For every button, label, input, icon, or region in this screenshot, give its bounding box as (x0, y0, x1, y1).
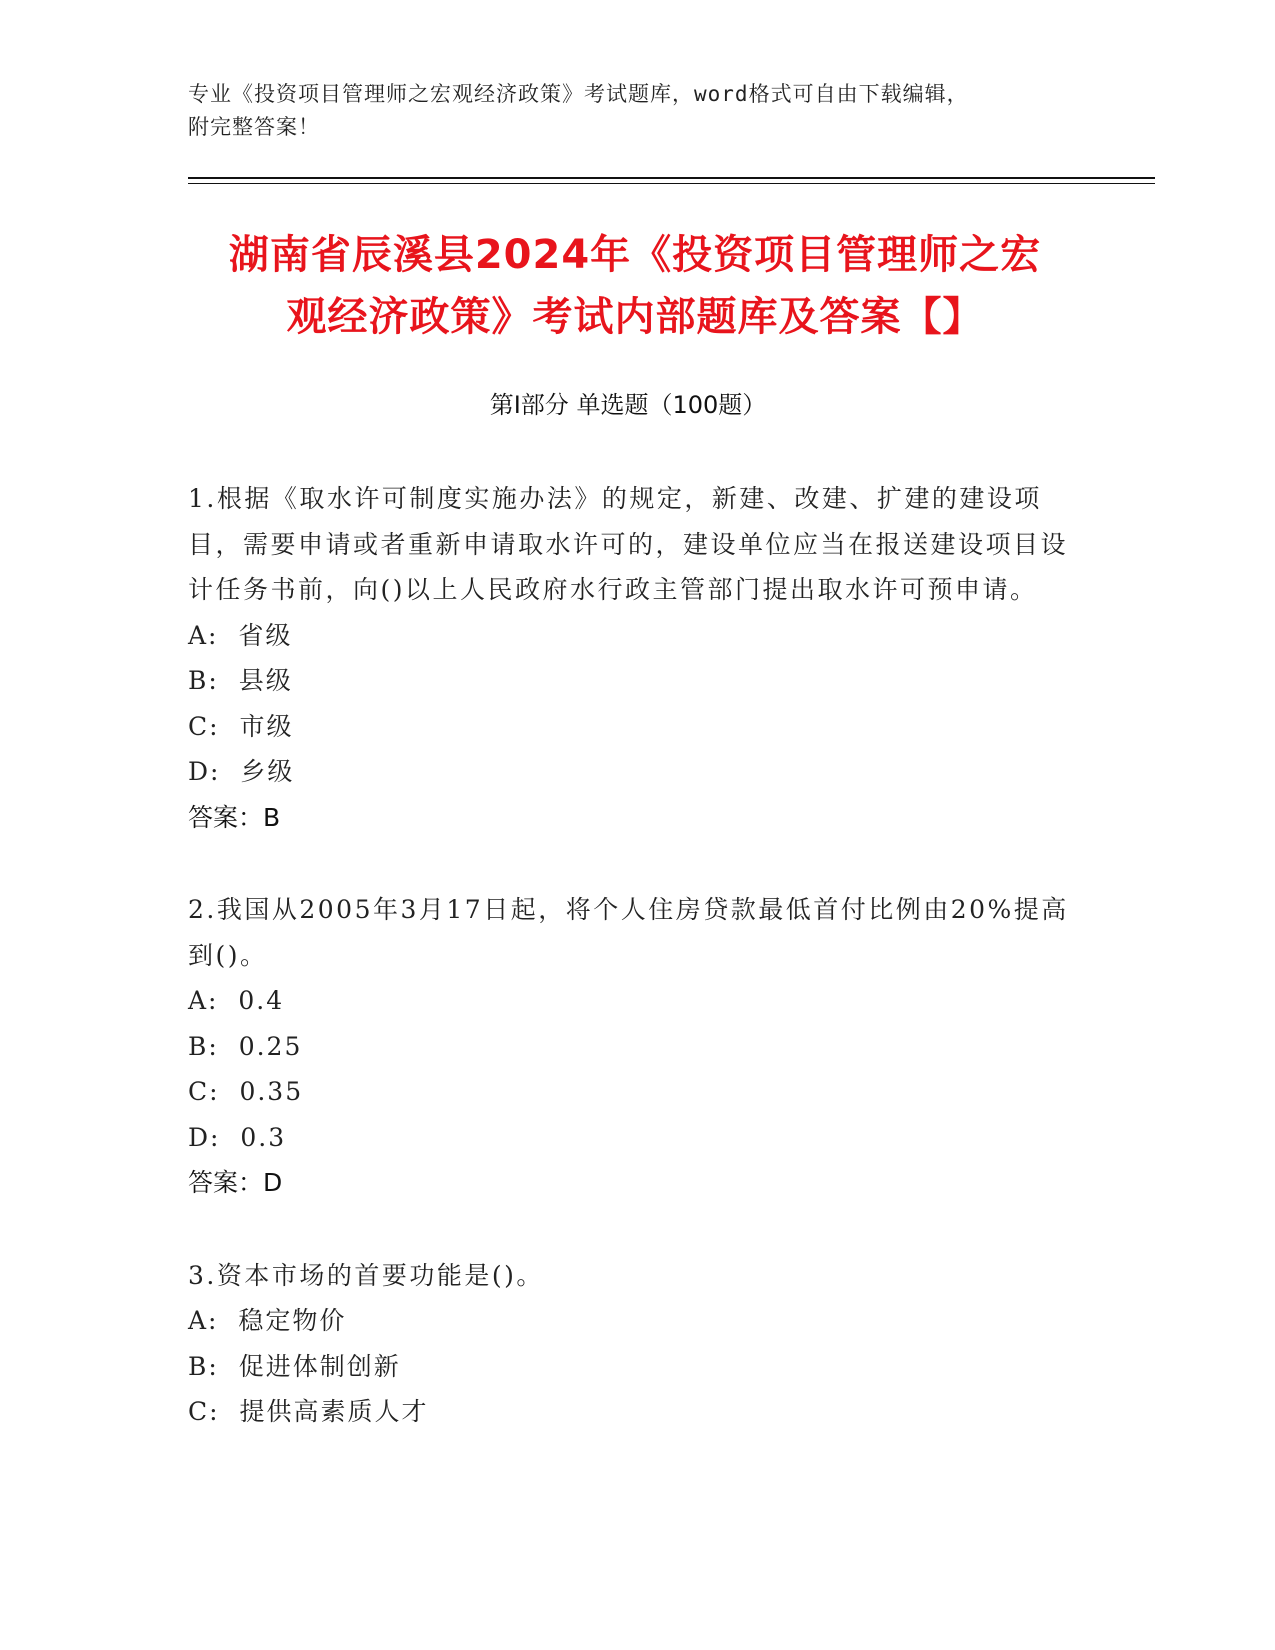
question-list (188, 476, 1088, 1482)
question-stem: 1.根据《取水许可制度实施办法》的规定，新建、改建、扩建的建设项目，需要申请或者重新申请取水许可的，建设单位应当在报送建设项目设计任务书前，向()以上人民政府水行政主管部门提出取水许可预申请。 (188, 484, 1069, 604)
header-divider-thin (188, 183, 1155, 184)
option-c: C: 提供高素质人才 (188, 1397, 429, 1426)
option-b: B: 0.25 (188, 1031, 303, 1061)
option-b: B: 县级 (188, 666, 293, 695)
document-title-line-2: 观经济政策》考试内部题库及答案【】 (286, 294, 984, 340)
option-d: D: 0.3 (188, 1122, 287, 1152)
option-d: D: 乡级 (188, 757, 295, 786)
document-title (160, 224, 1110, 348)
option-a: A: 省级 (188, 620, 293, 650)
header-divider-thick (188, 177, 1155, 179)
section-title: 第Ⅰ部分 单选题（100题） (489, 391, 767, 419)
question-3 (188, 1253, 1088, 1435)
header-note-line-2: 附完整答案！ (188, 115, 320, 139)
document-title-line-1: 湖南省辰溪县2024年《投资项目管理师之宏 (228, 232, 1042, 278)
question-stem: 3.资本市场的首要功能是()。 (188, 1260, 544, 1290)
question-stem: 2.我国从2005年3月17日起，将个人住房贷款最低首付比例由20%提高到()。 (188, 895, 1069, 970)
header-note-line-1: 专业《投资项目管理师之宏观经济政策》考试题库，word格式可自由下载编辑， (188, 82, 969, 106)
answer: 答案：B (188, 802, 281, 832)
option-a: A: 稳定物价 (188, 1306, 347, 1335)
option-c: C: 市级 (188, 711, 294, 741)
question-2 (188, 887, 1088, 1206)
option-b: B: 促进体制创新 (188, 1351, 401, 1381)
header-note (188, 78, 1068, 144)
question-1 (188, 476, 1088, 840)
option-a: A: 0.4 (188, 986, 285, 1015)
option-c: C: 0.35 (188, 1077, 304, 1106)
answer: 答案：D (188, 1168, 283, 1197)
